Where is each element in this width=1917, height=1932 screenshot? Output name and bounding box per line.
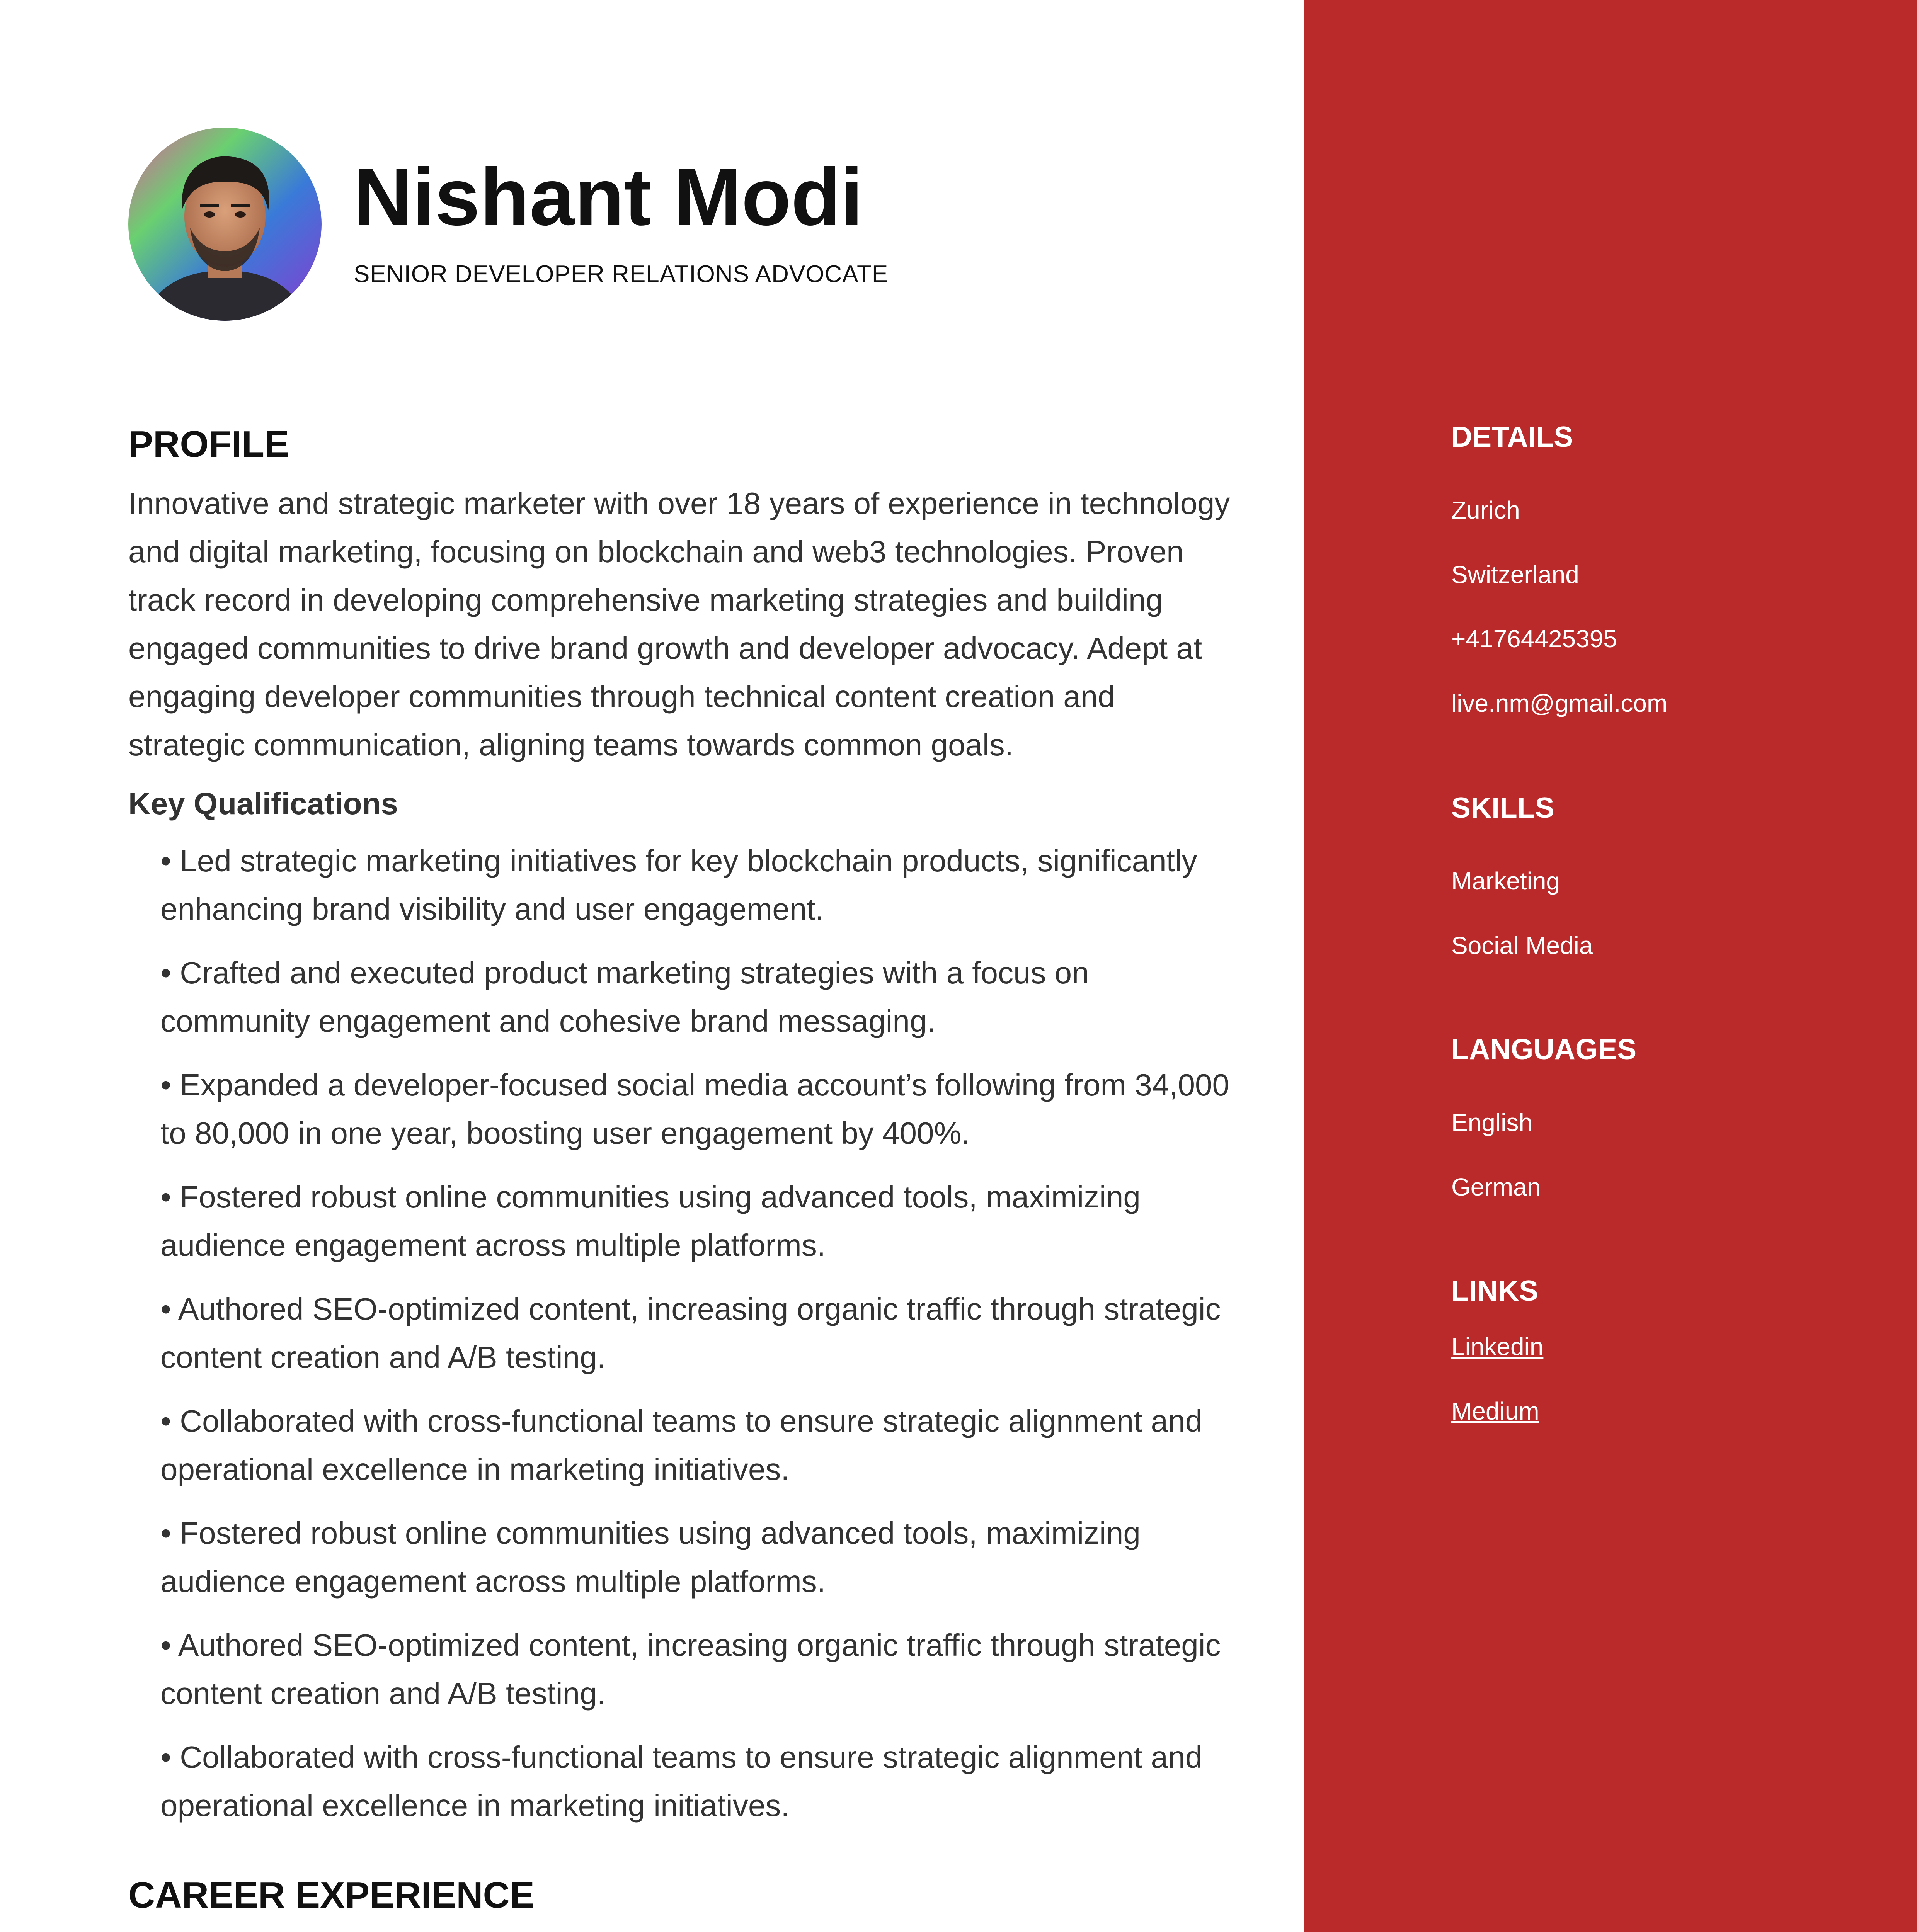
profile-heading: PROFILE (128, 423, 289, 465)
candidate-title: SENIOR DEVELOPER RELATIONS ADVOCATE (354, 261, 889, 287)
details-city: Zurich (1451, 496, 1520, 524)
skill-item: Social Media (1451, 932, 1593, 959)
career-heading: CAREER EXPERIENCE (128, 1874, 535, 1916)
list-item: • Authored SEO-optimized content, increasing organic traffic through strategic content creation and A/B testing. (160, 1292, 1221, 1374)
job-title-line (128, 1930, 1234, 1932)
language-item: German (1451, 1173, 1541, 1201)
list-item: • Fostered robust online communities using advanced tools, maximizing audience engagement across multiple platforms. (160, 1516, 1141, 1599)
candidate-name: Nishant Modi (354, 151, 863, 242)
skill-item: Marketing (1451, 867, 1560, 895)
list-item: • Authored SEO-optimized content, increasing organic traffic through strategic content creation and A/B testing. (160, 1628, 1221, 1711)
details-country: Switzerland (1451, 561, 1579, 588)
list-item: • Collaborated with cross-functional teams to ensure strategic alignment and operational excellence in marketing initiatives. (160, 1404, 1203, 1486)
details-section (1451, 419, 1896, 717)
qualifications-list (128, 837, 1234, 1830)
list-item: • Crafted and executed product marketing strategies with a focus on community engagement and cohesive brand messaging. (160, 956, 1089, 1038)
profile-summary: Innovative and strategic marketer with over 18 years of experience in technology and digital marketing, focusing on blockchain and web3 technologies. Proven track record in developing comprehensive marketing strategies and building engaged communities to drive brand growth and developer advocacy. Adept at engaging developer communities through technical content creation and strategic communication, aligning teams towards common goals. (128, 486, 1230, 762)
list-item: • Led strategic marketing initiatives for key blockchain products, significantly enhancing brand visibility and user engagement. (160, 844, 1197, 926)
links-heading: LINKS (1451, 1274, 1538, 1307)
list-item: • Expanded a developer-focused social media account’s following from 34,000 to 80,000 in one year, boosting user engagement by 400%. (160, 1068, 1229, 1150)
details-phone: +41764425395 (1451, 625, 1617, 653)
language-item: English (1451, 1109, 1532, 1136)
portrait-photo (128, 128, 322, 321)
main-column (128, 417, 1234, 1932)
skills-section (1451, 790, 1896, 959)
links-section (1451, 1273, 1896, 1425)
languages-heading: LANGUAGES (1451, 1033, 1637, 1065)
link-linkedin[interactable]: Linkedin (1451, 1333, 1544, 1361)
languages-section (1451, 1032, 1896, 1201)
qualifications-heading: Key Qualifications (128, 786, 398, 821)
sidebar (1304, 0, 1917, 1932)
link-medium[interactable]: Medium (1451, 1397, 1539, 1425)
avatar (128, 128, 322, 321)
details-heading: DETAILS (1451, 420, 1573, 453)
list-item: • Fostered robust online communities using advanced tools, maximizing audience engagement across multiple platforms. (160, 1180, 1141, 1262)
details-email: live.nm@gmail.com (1451, 689, 1668, 717)
skills-heading: SKILLS (1451, 791, 1554, 824)
list-item: • Collaborated with cross-functional teams to ensure strategic alignment and operational excellence in marketing initiatives. (160, 1740, 1203, 1823)
